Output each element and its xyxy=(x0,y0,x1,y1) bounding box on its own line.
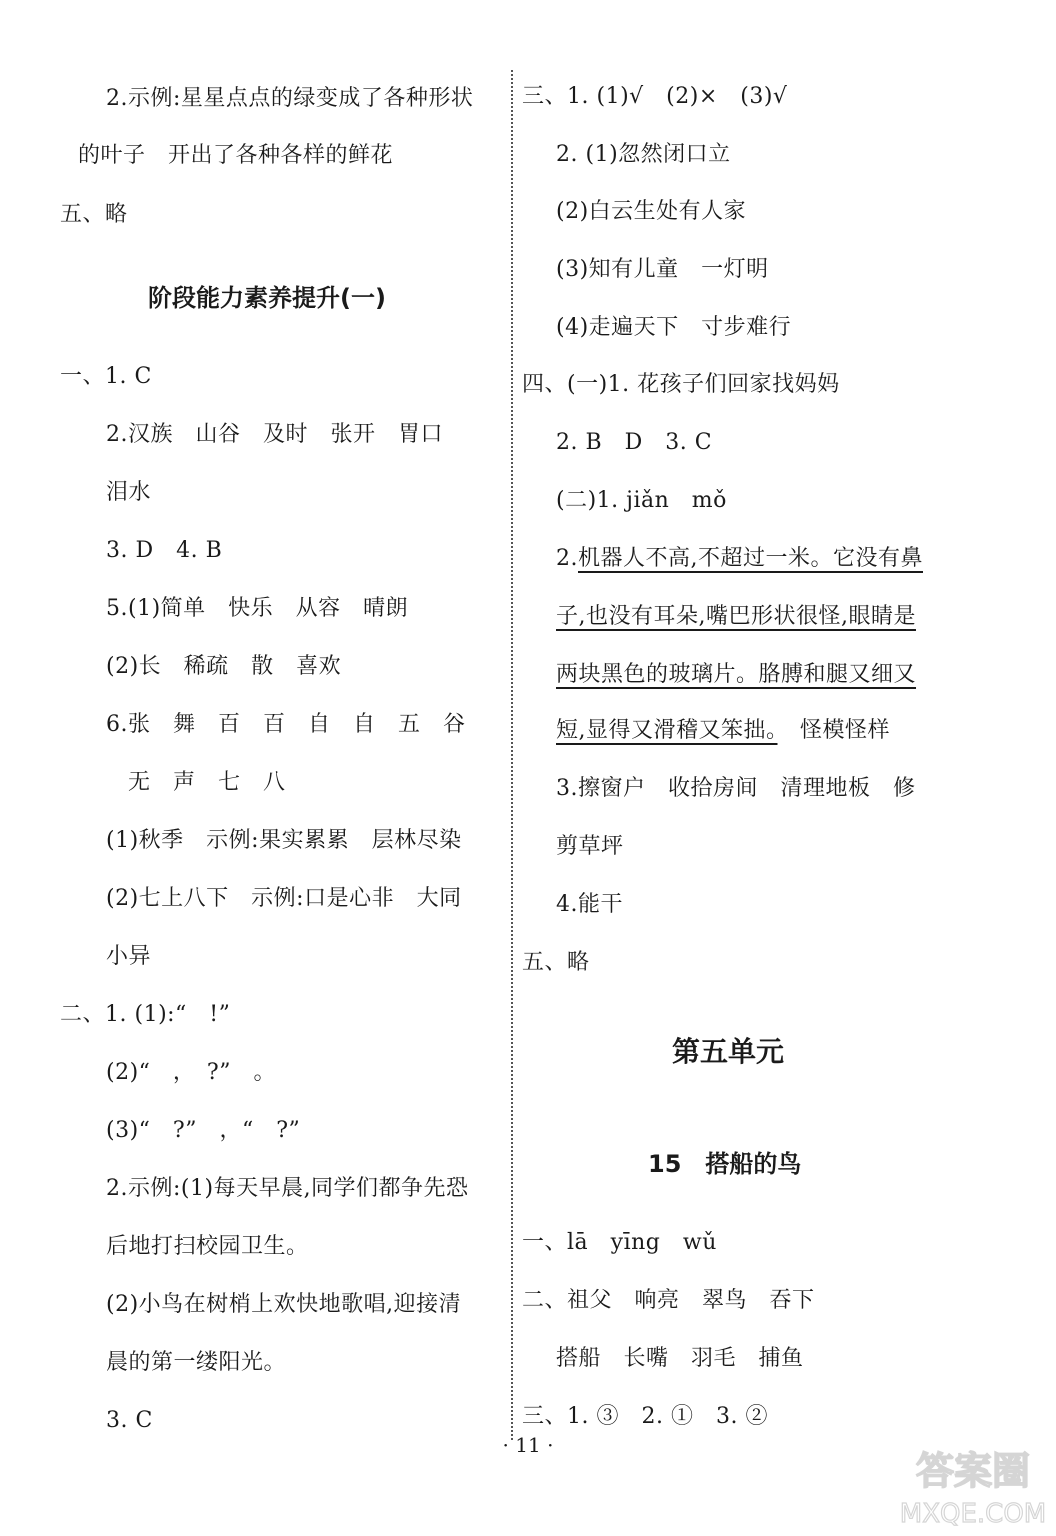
answer-line: 2.示例:星星点点的绿变成了各种形状 xyxy=(106,86,474,111)
answer-line: (2)小鸟在树梢上欢快地歌唱,迎接清 xyxy=(106,1292,462,1317)
answer-text: 怪模怪样 xyxy=(777,718,891,743)
answer-line: 搭船 长嘴 羽毛 捕鱼 xyxy=(556,1346,804,1371)
answer-line: (2)七上八下 示例:口是心非 大同 xyxy=(106,886,462,911)
answer-line: 一、lā yīng wǔ xyxy=(522,1230,717,1255)
answer-line: 剪草坪 xyxy=(556,834,624,859)
answer-line: 晨的第一缕阳光。 xyxy=(106,1350,287,1375)
answer-line: 三、1. ③ 2. ① 3. ② xyxy=(522,1404,768,1429)
answer-line: 五、略 xyxy=(522,950,590,975)
underlined-answer: 短,显得又滑稽又笨拙。 xyxy=(556,718,778,743)
answer-line: 5.(1)简单 快乐 从容 晴朗 xyxy=(106,596,409,621)
watermark-logo xyxy=(898,1432,1048,1532)
answer-line: 二、1. (1):“ !” xyxy=(60,1002,231,1027)
svg-text:MXQE.COM: MXQE.COM xyxy=(899,1499,1047,1529)
answer-line: 泪水 xyxy=(106,480,152,505)
answer-line: 一、1. C xyxy=(60,364,152,389)
section-heading: 阶段能力素养提升(一) xyxy=(148,284,386,312)
svg-text:答案圈: 答案圈 xyxy=(915,1449,1031,1493)
answer-line: 6.张 舞 百 百 自 自 五 谷 xyxy=(106,712,466,737)
answer-line: 小异 xyxy=(106,944,152,969)
underlined-answer: 机器人不高,不超过一米。它没有鼻 xyxy=(578,546,923,571)
answer-line: 3.擦窗户 收拾房间 清理地板 修 xyxy=(556,776,916,801)
unit-heading: 第五单元 xyxy=(672,1035,785,1068)
answer-line: 3. C xyxy=(106,1408,153,1433)
answer-line: 3. D 4. B xyxy=(106,538,223,563)
answer-line: 三、1. (1)√ (2)× (3)√ xyxy=(522,84,788,109)
column-divider xyxy=(511,70,513,1440)
answer-line: 2. B D 3. C xyxy=(556,430,713,455)
answer-line: 二、祖父 响亮 翠鸟 吞下 xyxy=(522,1288,815,1313)
answer-line: 2. (1)忽然闭口立 xyxy=(556,142,731,167)
answer-line: 的叶子 开出了各种各样的鲜花 xyxy=(78,143,394,168)
answer-line: (2)长 稀疏 散 喜欢 xyxy=(106,654,342,679)
page-number: · 11 · xyxy=(502,1433,554,1457)
answer-line: 五、略 xyxy=(60,202,128,227)
answer-line: (3)知有儿童 一灯明 xyxy=(556,257,769,282)
answer-line xyxy=(556,716,890,746)
answer-line: (3)“ ?” ，“ ?” xyxy=(106,1118,301,1143)
answer-number: 2. xyxy=(556,546,578,571)
answer-line: 无 声 七 八 xyxy=(128,770,286,795)
underlined-answer: 两块黑色的玻璃片。胳膊和腿又细又 xyxy=(556,662,917,687)
answer-line xyxy=(556,544,923,574)
lesson-heading: 15 搭船的鸟 xyxy=(648,1150,802,1178)
answer-line: 四、(一)1. 花孩子们回家找妈妈 xyxy=(522,372,840,397)
answer-line: (1)秋季 示例:果实累累 层林尽染 xyxy=(106,828,462,853)
answer-line: 2.示例:(1)每天早晨,同学们都争先恐 xyxy=(106,1176,469,1201)
answer-line: (4)走遍天下 寸步难行 xyxy=(556,315,792,340)
answer-line: (二)1. jiǎn mǒ xyxy=(556,488,727,513)
answer-line: 4.能干 xyxy=(556,892,623,917)
answer-line: (2)白云生处有人家 xyxy=(556,199,747,224)
answer-line: 2.汉族 山谷 及时 张开 胃口 xyxy=(106,422,443,447)
answer-line: 后地打扫校园卫生。 xyxy=(106,1234,309,1259)
answer-line: (2)“ ， ?” 。 xyxy=(106,1060,276,1085)
underlined-answer: 子,也没有耳朵,嘴巴形状很怪,眼睛是 xyxy=(556,604,916,629)
